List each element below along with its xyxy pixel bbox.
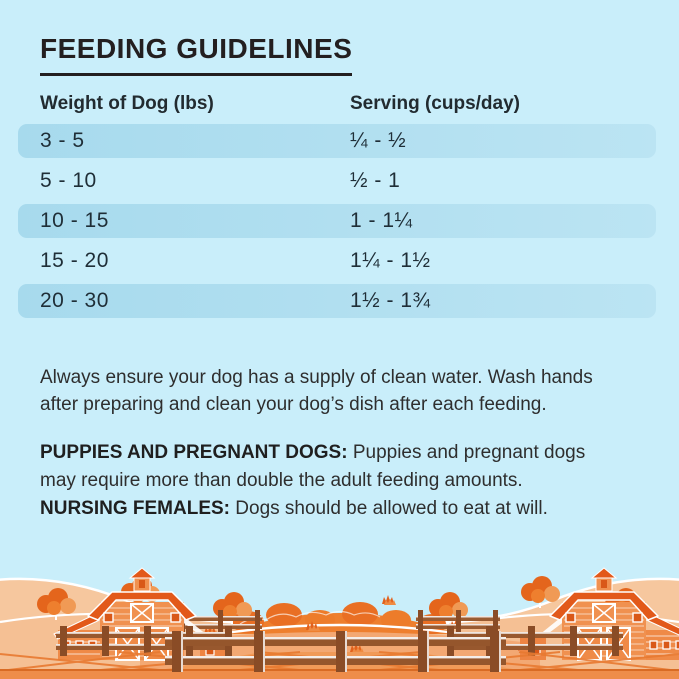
- water-note: Always ensure your dog has a supply of clean water. Wash hands after preparing and clean your dog’s dish after each feeding.: [40, 367, 593, 415]
- page-title: FEEDING GUIDELINES: [40, 33, 352, 76]
- weight-cell: 3 - 5: [40, 129, 85, 152]
- weight-cell: 20 - 30: [40, 289, 109, 312]
- serving-cell: ¼ - ½: [350, 129, 407, 152]
- table-row: [18, 204, 656, 238]
- puppies-note-label: PUPPIES AND PREGNANT DOGS:: [40, 442, 348, 463]
- column-header-serving: Serving (cups/day): [350, 93, 520, 114]
- special-feeding-notes: [40, 439, 620, 523]
- table-row: [18, 284, 656, 318]
- table-row: [18, 161, 656, 201]
- serving-cell: ½ - 1: [350, 169, 401, 192]
- column-header-weight: Weight of Dog (lbs): [40, 93, 214, 114]
- nursing-note-text: Dogs should be allowed to eat at will.: [230, 498, 548, 519]
- nursing-note-label: NURSING FEMALES:: [40, 498, 230, 519]
- table-header-row: [40, 93, 639, 115]
- serving-cell: 1¼ - 1½: [350, 249, 431, 272]
- puppies-note-text: Puppies and pregnant dogs may require more than double the adult feeding amounts.: [40, 442, 586, 491]
- weight-cell: 10 - 15: [40, 209, 109, 232]
- table-row: [18, 241, 656, 281]
- farm-illustration: [0, 558, 679, 679]
- feeding-table: [40, 93, 639, 318]
- weight-cell: 15 - 20: [40, 249, 109, 272]
- table-body: [18, 124, 656, 318]
- table-row: [18, 124, 656, 158]
- serving-cell: 1 - 1¼: [350, 209, 413, 232]
- weight-cell: 5 - 10: [40, 169, 97, 192]
- serving-cell: 1½ - 1¾: [350, 289, 431, 312]
